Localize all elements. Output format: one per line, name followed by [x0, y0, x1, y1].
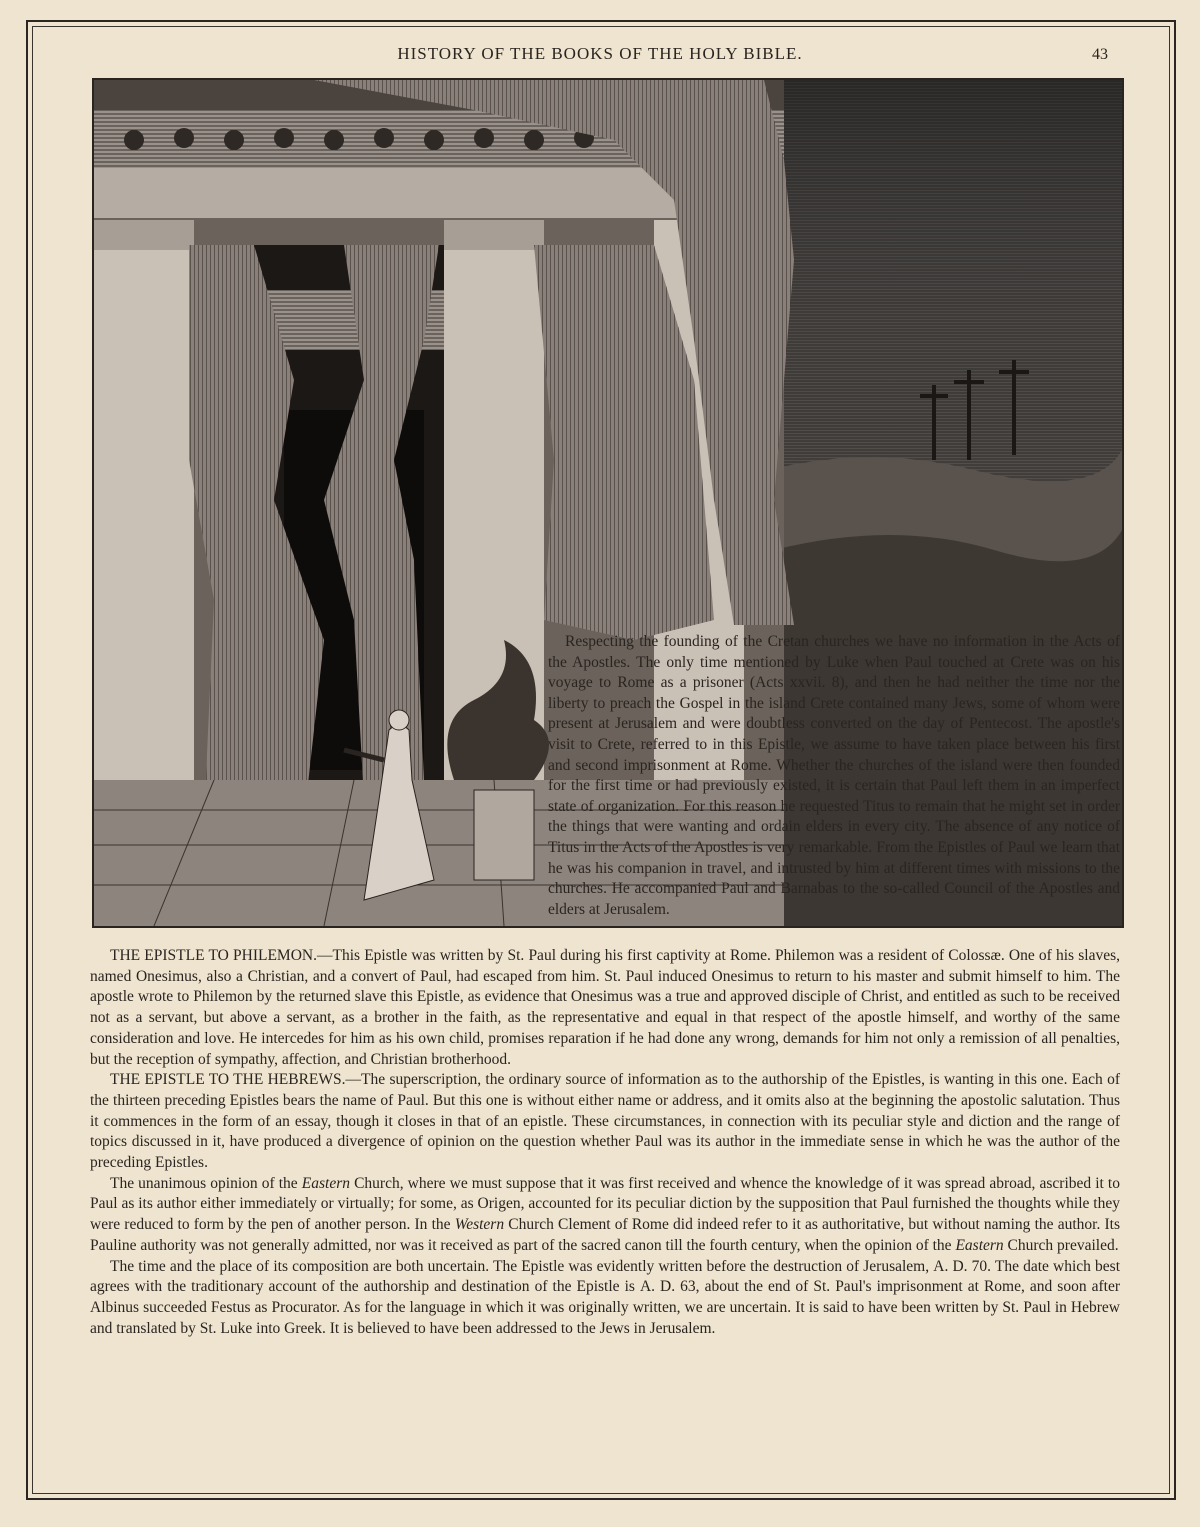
- philemon-heading: THE EPISTLE TO PHILEMON.: [110, 947, 317, 964]
- anno-domini: A. D.: [639, 1278, 676, 1296]
- intro-text: Respecting the founding of the Cretan churches we have no information in the Acts of the Apostles. The only time mentioned by Luke when Paul touched at Crete was on his voyage to Rome as a prisoner (Acts xxvii. 8), and then he had neither the time nor the liberty to preach the Gospel in the island Crete contained many Jews, some of whom were present at Jerusalem and were doubtless converted on the day of Pentecost. The apostle's visit to Crete, referred to in this Epistle, we assume to have taken place between his first and second imprisonment at Rome. Whether the churches of the island were then founded for the first time or had previously existed, it is certain that Paul left them in an imperfect state of organization. For this reason he requested Titus to remain that he might set in order the things that were wanting and ordain elders in every city. The absence of any notice of Titus in the Acts of the Apostles is very remarkable. From the Epistles of Paul we learn that he was his companion in travel, and intrusted by him at different times with missions to the churches. He accompanied Paul and Barnabas to the so-called Council of the Apostles and elders at Jerusalem.: [548, 633, 1120, 918]
- eastern-italic: Eastern: [955, 1236, 1004, 1254]
- text-fragment: Church Clement of Rome did indeed refer to it as authoritative, but without naming the author. Its Pauline authority was not generally admitted, nor was it received as part of the sacred canon till the fourth century, when the opinion of the: [90, 1216, 1120, 1254]
- text-fragment: Church prevailed.: [1003, 1236, 1119, 1254]
- cretan-churches-paragraph: [548, 632, 1120, 920]
- main-text-column: [90, 946, 1120, 1339]
- text-fragment: 63, about the end of St. Paul's imprisonment at Rome, and soon after Albinus succeeded Festus as Procurator. As for the language in which it was originally written, we are uncertain. It is said to have been written by St. Paul in Hebrew and translated by St. Luke into Greek. It is believed to have been addressed to the Jews in Jerusalem.: [90, 1278, 1121, 1337]
- philemon-paragraph: [90, 946, 1120, 1070]
- text-fragment: The unanimous opinion of the: [110, 1174, 302, 1192]
- philemon-text: —This Epistle was written by St. Paul during his first captivity at Rome. Philemon was a resident of Colossæ. One of his slaves, named Onesimus, also a Christian, and a convert of Paul, had escaped from him. St. Paul induced Onesimus to return to his master and submit himself to him. The apostle wrote to Philemon by the returned slave this Epistle, as evidence that Onesimus was a true and approved disciple of Christ, and entitled as such to be received not as a servant, but above a servant, as a brother in the faith, as the representative and equal in that respect of the apostle himself, and worthy of the same consideration and love. He intercedes for him as his own child, promises reparation if he had done any wrong, demands for him not only a remission of all penalties, but the reception of sympathy, affection, and Christian brotherhood.: [90, 947, 1120, 1068]
- text-fragment: Church, where we must suppose that it was first received and whence the knowledge of it was spread abroad, ascribed it to Paul as its author either immediately or virtually; for some, as Origen, accounted for its peculiar diction by the supposition that Paul furnished the thoughts while they were reduced to form by the pen of another person. In the: [90, 1174, 1120, 1234]
- hebrews-text: —The superscription, the ordinary source of information as to the authorship of the Epistles, is wanting in this one. Each of the thirteen preceding Epistles bears the name of Paul. But this one is without either name or address, and it omits also at the beginning the apostolic salutation. Thus it commences in the form of an essay, though it closes in that of an epistle. These circumstances, in connection with its peculiar style and diction and the range of topics discussed in it, have produced a divergence of opinion on the question whether Paul was its author in the immediate sense in which he was the author of the preceding Epistles.: [90, 1071, 1120, 1172]
- eastern-church-paragraph: [90, 1174, 1120, 1257]
- text-fragment: 70. The date which best agrees with the traditionary account of the authorship and destination of the Epistle is: [90, 1257, 1121, 1296]
- text-fragment: The time and the place of its composition are both uncertain. The Epistle was evidently written before the destruction of Jerusalem,: [110, 1257, 934, 1275]
- running-title: HISTORY OF THE BOOKS OF THE HOLY BIBLE.: [397, 44, 803, 63]
- hebrews-heading: THE EPISTLE TO THE HEBREWS.: [110, 1071, 346, 1089]
- western-italic: Western: [454, 1216, 505, 1234]
- eastern-italic: Eastern: [301, 1174, 350, 1192]
- page-number: 43: [1092, 46, 1108, 63]
- hebrews-paragraph: [90, 1070, 1120, 1174]
- anno-domini: A. D.: [933, 1257, 968, 1275]
- date-paragraph: [90, 1257, 1120, 1340]
